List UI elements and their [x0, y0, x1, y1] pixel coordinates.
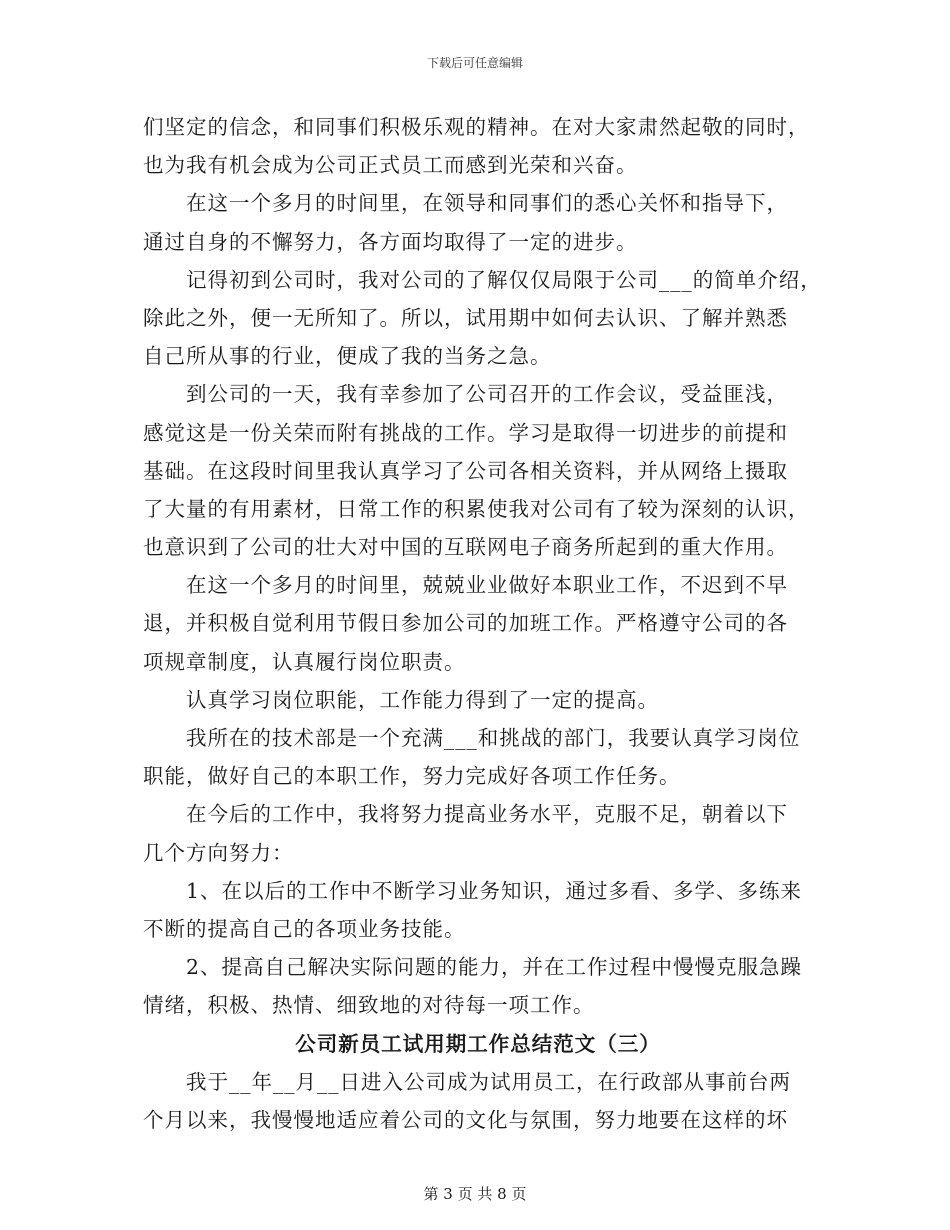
paragraph-line: 也为我有机会成为公司正式员工而感到光荣和兴奋。 — [143, 153, 638, 178]
paragraph-line: 也意识到了公司的壮大对中国的互联网电子商务所起到的重大作用。 — [143, 535, 788, 560]
page-header: 下载后可任意编辑 — [426, 56, 523, 70]
paragraph-line: 们坚定的信念，和同事们积极乐观的精神。在对大家肃然起敬的同时， — [143, 115, 810, 139]
paragraph-line: 职能，做好自己的本职工作，努力完成好各项工作任务。 — [143, 764, 681, 789]
paragraph-line: 感觉这是一份关荣而附有挑战的工作。学习是取得一切进步的前提和 — [143, 420, 788, 445]
paragraph-line: 我所在的技术部是一个充满___和挑战的部门，我要认真学习岗位 — [186, 726, 801, 750]
paragraph-line: 在今后的工作中，我将努力提高业务水平，克服不足，朝着以下 — [186, 802, 788, 827]
paragraph-line: 1、在以后的工作中不断学习业务知识，通过多看、多学、多练来 — [186, 878, 803, 903]
paragraph-line: 退，并积极自觉利用节假日参加公司的加班工作。严格遵守公司的各 — [143, 611, 788, 636]
paragraph-line: 项规章制度，认真履行岗位职责。 — [143, 649, 466, 674]
section-heading: 公司新员工试用期工作总结范文（三） — [295, 1031, 661, 1056]
paragraph-line: 几个方向努力： — [143, 840, 294, 865]
paragraph-line: 了大量的有用素材，日常工作的积累使我对公司有了较为深刻的认识， — [143, 496, 810, 521]
paragraph-line: 自己所从事的行业，便成了我的当务之急。 — [143, 344, 552, 369]
page-footer: 第 3 页 共 8 页 — [423, 1185, 527, 1203]
paragraph-line: 认真学习岗位职能，工作能力得到了一定的提高。 — [186, 687, 659, 712]
paragraph-line: 情绪，积极、热情、细致地的对待每一项工作。 — [143, 993, 595, 1018]
paragraph-line: 基础。在这段时间里我认真学习了公司各相关资料，并从网络上摄取 — [143, 458, 788, 483]
paragraph-line: 个月以来，我慢慢地适应着公司的文化与氛围，努力地要在这样的坏 — [143, 1107, 788, 1132]
paragraph-line: 在这一个多月的时间里，在领导和同事们的悉心关怀和指导下， — [186, 191, 788, 216]
document-body — [143, 108, 822, 1139]
paragraph-line: 记得初到公司时，我对公司的了解仅仅局限于公司___的简单介绍， — [186, 267, 822, 292]
paragraph-line: 到公司的一天，我有幸参加了公司召开的工作会议，受益匪浅， — [186, 382, 788, 407]
paragraph-line: 在这一个多月的时间里，兢兢业业做好本职业工作，不迟到不早 — [186, 573, 788, 598]
paragraph-line: 不断的提高自己的各项业务技能。 — [143, 916, 466, 941]
paragraph-line: 2、提高自己解决实际问题的能力，并在工作过程中慢慢克服急躁 — [186, 955, 803, 980]
paragraph-line: 除此之外，便一无所知了。所以，试用期中如何去认识、了解并熟悉 — [143, 305, 788, 330]
paragraph-line: 通过自身的不懈努力，各方面均取得了一定的进步。 — [143, 229, 638, 254]
paragraph-line: 我于__年__月__日进入公司成为试用员工，在行政部从事前台两 — [186, 1069, 791, 1094]
